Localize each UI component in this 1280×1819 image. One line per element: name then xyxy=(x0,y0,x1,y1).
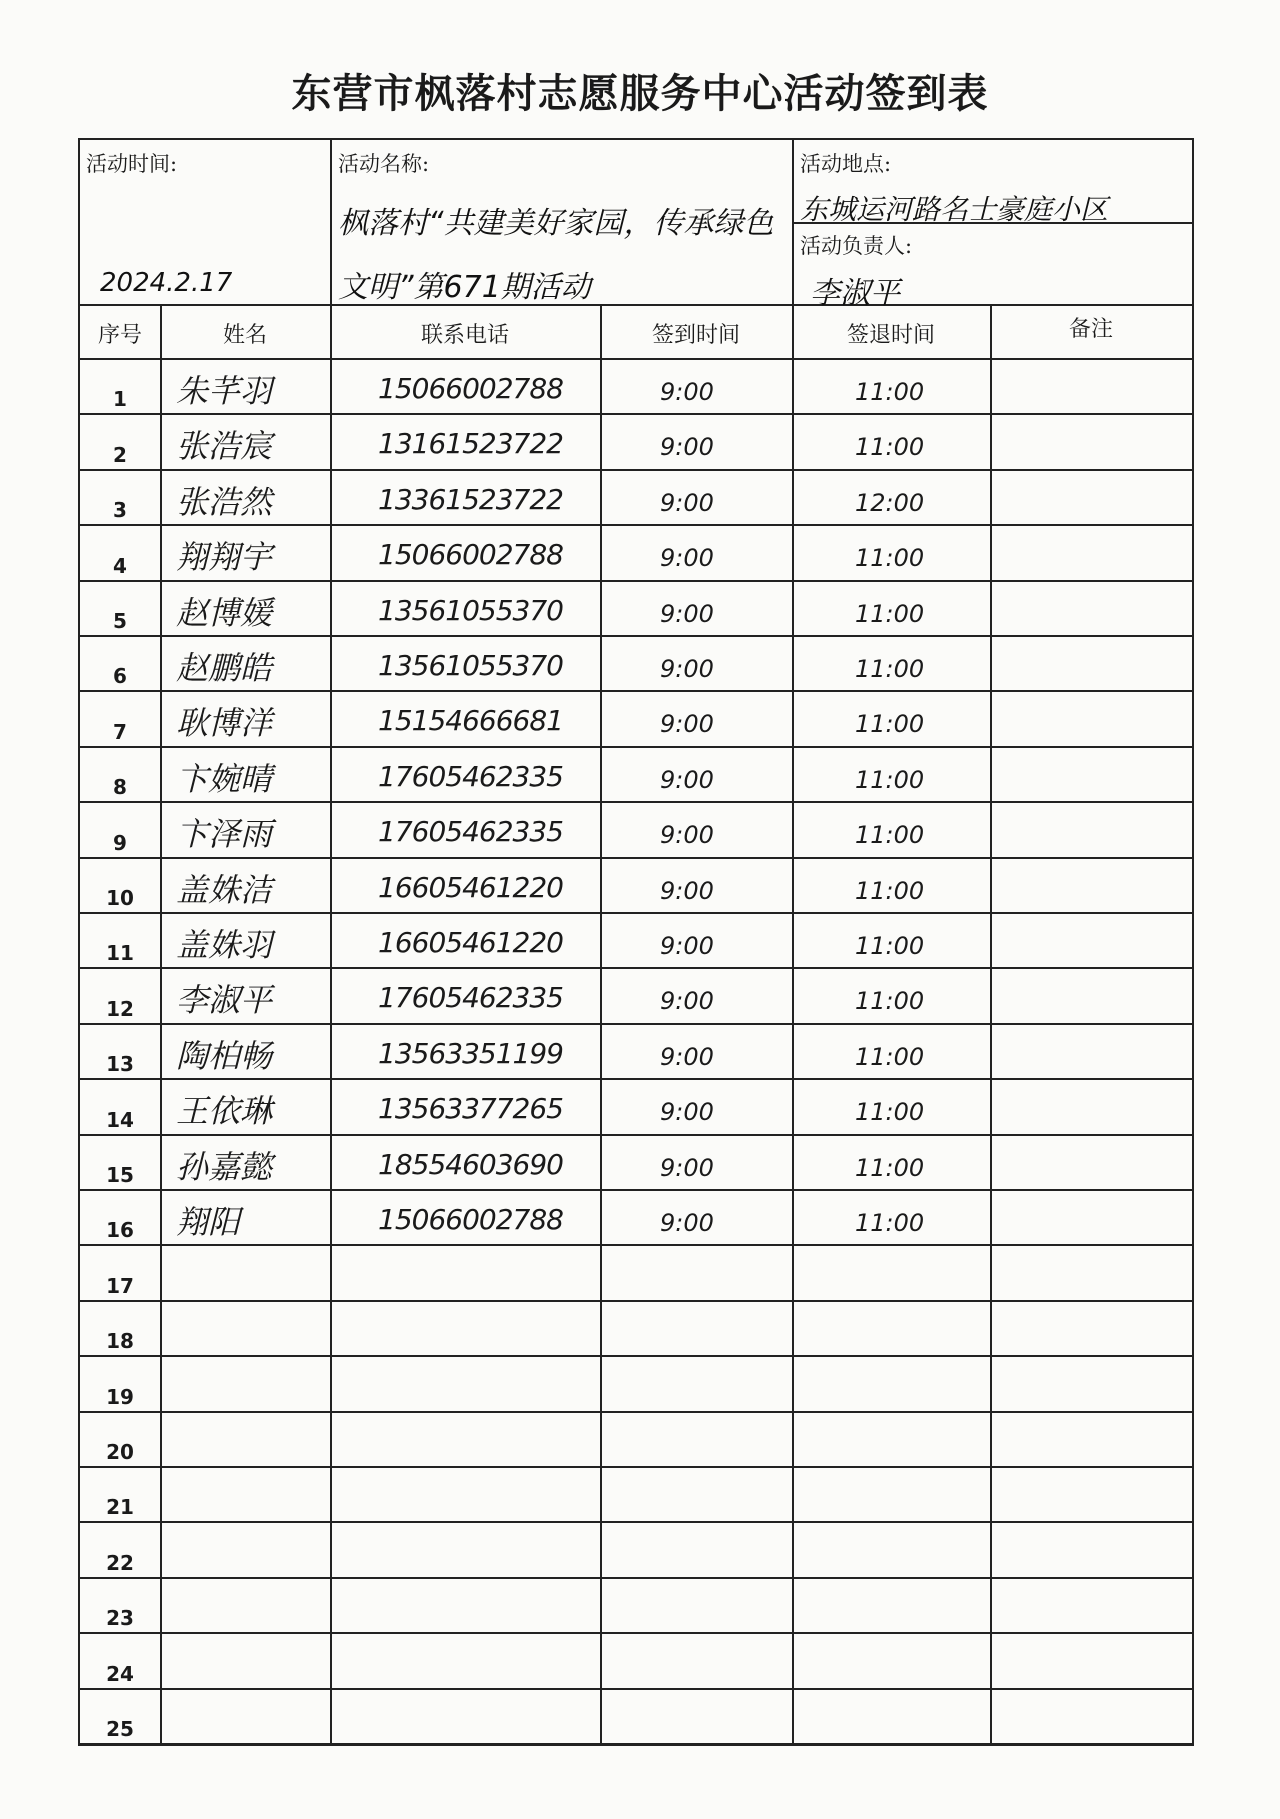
checkout-time: 11:00 xyxy=(855,987,925,1016)
checkout-time: 11:00 xyxy=(855,876,925,905)
checkout-time: 11:00 xyxy=(855,544,925,573)
table-row xyxy=(80,469,1192,524)
row-number: 17 xyxy=(106,1273,134,1298)
contact-phone: 15066002788 xyxy=(378,372,563,405)
checkin-time: 9:00 xyxy=(660,1098,714,1127)
row-number: 8 xyxy=(113,775,127,800)
checkout-time: 11:00 xyxy=(855,932,925,960)
contact-phone: 13561055370 xyxy=(378,649,563,682)
header-remark: 备注 xyxy=(1068,317,1113,342)
table-row xyxy=(80,1466,1192,1521)
row-number: 21 xyxy=(106,1495,134,1520)
table-row xyxy=(80,1300,1192,1355)
contact-phone: 13161523722 xyxy=(378,427,563,461)
table-row xyxy=(80,746,1192,801)
activity-place-label: 活动地点: xyxy=(800,152,892,176)
checkout-time: 11:00 xyxy=(855,710,925,739)
volunteer-name: 卞婉晴 xyxy=(176,759,273,798)
volunteer-name: 卞泽雨 xyxy=(176,815,273,854)
contact-phone: 13563351199 xyxy=(378,1036,563,1070)
contact-phone: 16605461220 xyxy=(378,870,563,904)
contact-phone: 13563377265 xyxy=(378,1092,563,1126)
contact-phone: 15066002788 xyxy=(378,1203,563,1236)
volunteer-name: 张浩宸 xyxy=(176,427,273,466)
row-number: 25 xyxy=(106,1716,134,1741)
row-number: 19 xyxy=(106,1384,134,1409)
checkout-time: 11:00 xyxy=(855,599,925,628)
checkin-time: 9:00 xyxy=(660,1042,714,1071)
activity-time-label: 活动时间: xyxy=(86,152,178,176)
checkout-time: 11:00 xyxy=(855,1209,925,1237)
header-checkin: 签到时间 xyxy=(651,323,740,348)
checkin-time: 9:00 xyxy=(660,544,714,573)
table-row xyxy=(80,635,1192,690)
table-row xyxy=(80,1078,1192,1133)
row-number: 24 xyxy=(106,1661,134,1686)
row-number: 15 xyxy=(106,1162,134,1187)
table-row xyxy=(80,1355,1192,1410)
volunteer-name: 陶柏畅 xyxy=(176,1036,273,1075)
checkout-time: 11:00 xyxy=(855,378,925,406)
activity-time-value: 2024.2.17 xyxy=(100,268,233,298)
checkin-time: 9:00 xyxy=(660,932,714,960)
checkout-time: 11:00 xyxy=(855,765,925,794)
row-number: 9 xyxy=(113,830,127,855)
volunteer-name: 孙嘉懿 xyxy=(176,1147,273,1186)
contact-phone: 13561055370 xyxy=(378,593,563,627)
table-row xyxy=(80,1411,1192,1466)
table-row xyxy=(80,1023,1192,1078)
row-number: 18 xyxy=(106,1329,134,1354)
volunteer-name: 翔阳 xyxy=(176,1203,241,1241)
row-number: 2 xyxy=(113,442,127,467)
checkin-time: 9:00 xyxy=(660,1153,714,1182)
row-number: 20 xyxy=(106,1439,134,1464)
header-no: 序号 xyxy=(97,323,142,348)
activity-name-line1: 枫落村“共建美好家园，传承绿色 xyxy=(338,206,774,241)
volunteer-name: 盖姝洁 xyxy=(176,870,273,909)
volunteer-name: 张浩然 xyxy=(176,482,273,521)
activity-leader-label: 活动负责人: xyxy=(800,234,913,258)
activity-name-label: 活动名称: xyxy=(338,152,430,176)
row-number: 23 xyxy=(106,1606,134,1631)
row-number: 13 xyxy=(106,1052,134,1077)
row-number: 7 xyxy=(113,719,127,744)
row-number: 22 xyxy=(106,1550,134,1575)
table-row xyxy=(80,967,1192,1022)
contact-phone: 18554603690 xyxy=(378,1147,563,1181)
checkin-time: 9:00 xyxy=(660,821,714,850)
contact-phone: 15066002788 xyxy=(378,538,563,572)
activity-leader-value: 李淑平 xyxy=(810,276,900,311)
row-divider xyxy=(80,1743,1192,1745)
volunteer-name: 朱芊羽 xyxy=(176,372,273,410)
table-row xyxy=(80,690,1192,745)
row-number: 12 xyxy=(106,996,134,1021)
checkout-time: 11:00 xyxy=(855,821,925,850)
checkin-time: 9:00 xyxy=(660,987,714,1016)
contact-phone: 17605462335 xyxy=(378,981,563,1015)
volunteer-name: 翔翔宇 xyxy=(176,538,273,577)
page-title: 东营市枫落村志愿服务中心活动签到表 xyxy=(291,70,989,117)
table-row xyxy=(80,580,1192,635)
row-number: 4 xyxy=(113,553,127,578)
table-row xyxy=(80,1521,1192,1576)
contact-phone: 15154666681 xyxy=(378,704,563,738)
checkin-time: 9:00 xyxy=(660,1209,714,1237)
checkout-time: 11:00 xyxy=(855,1042,925,1071)
table-row xyxy=(80,1134,1192,1189)
row-number: 10 xyxy=(106,885,134,910)
checkout-time: 11:00 xyxy=(855,1098,925,1127)
checkin-time: 9:00 xyxy=(660,765,714,794)
checkin-time: 9:00 xyxy=(660,876,714,905)
contact-phone: 17605462335 xyxy=(378,815,563,849)
row-number: 11 xyxy=(106,941,134,966)
table-row xyxy=(80,524,1192,579)
activity-place-value: 东城运河路名士豪庭小区 xyxy=(800,193,1109,226)
checkin-time: 9:00 xyxy=(660,433,714,462)
header-phone: 联系电话 xyxy=(420,323,509,348)
contact-phone: 17605462335 xyxy=(378,759,563,793)
row-number: 5 xyxy=(113,608,127,633)
table-row xyxy=(80,1189,1192,1244)
activity-name-line2: 文明”第671期活动 xyxy=(338,270,591,305)
row-number: 3 xyxy=(113,498,127,523)
table-row xyxy=(80,857,1192,912)
table-row xyxy=(80,912,1192,967)
table-row xyxy=(80,1688,1192,1743)
checkout-time: 11:00 xyxy=(855,1153,925,1182)
volunteer-name: 耿博洋 xyxy=(176,704,273,743)
checkin-time: 9:00 xyxy=(660,488,714,517)
contact-phone: 13361523722 xyxy=(378,482,563,516)
row-number: 16 xyxy=(106,1218,134,1243)
row-number: 6 xyxy=(113,664,127,689)
table-row xyxy=(80,413,1192,468)
checkout-time: 11:00 xyxy=(855,655,925,683)
checkin-time: 9:00 xyxy=(660,655,714,683)
row-number: 1 xyxy=(113,387,127,412)
checkout-time: 12:00 xyxy=(855,488,925,517)
contact-phone: 16605461220 xyxy=(378,926,563,959)
checkin-time: 9:00 xyxy=(660,710,714,739)
table-row xyxy=(80,358,1192,413)
sign-in-sheet xyxy=(78,138,1194,1746)
checkout-time: 11:00 xyxy=(855,433,925,462)
row-number: 14 xyxy=(106,1107,134,1132)
table-row xyxy=(80,1244,1192,1299)
table-row xyxy=(80,1632,1192,1687)
volunteer-name: 王依琳 xyxy=(176,1092,273,1131)
volunteer-name: 盖姝羽 xyxy=(176,926,273,964)
header-checkout: 签退时间 xyxy=(846,323,935,348)
checkin-time: 9:00 xyxy=(660,599,714,628)
table-row xyxy=(80,1577,1192,1632)
volunteer-name: 赵博媛 xyxy=(176,593,273,632)
table-row xyxy=(80,801,1192,856)
volunteer-name: 赵鹏皓 xyxy=(176,649,273,687)
checkin-time: 9:00 xyxy=(660,378,714,406)
header-name: 姓名 xyxy=(222,323,267,348)
volunteer-name: 李淑平 xyxy=(176,981,273,1020)
